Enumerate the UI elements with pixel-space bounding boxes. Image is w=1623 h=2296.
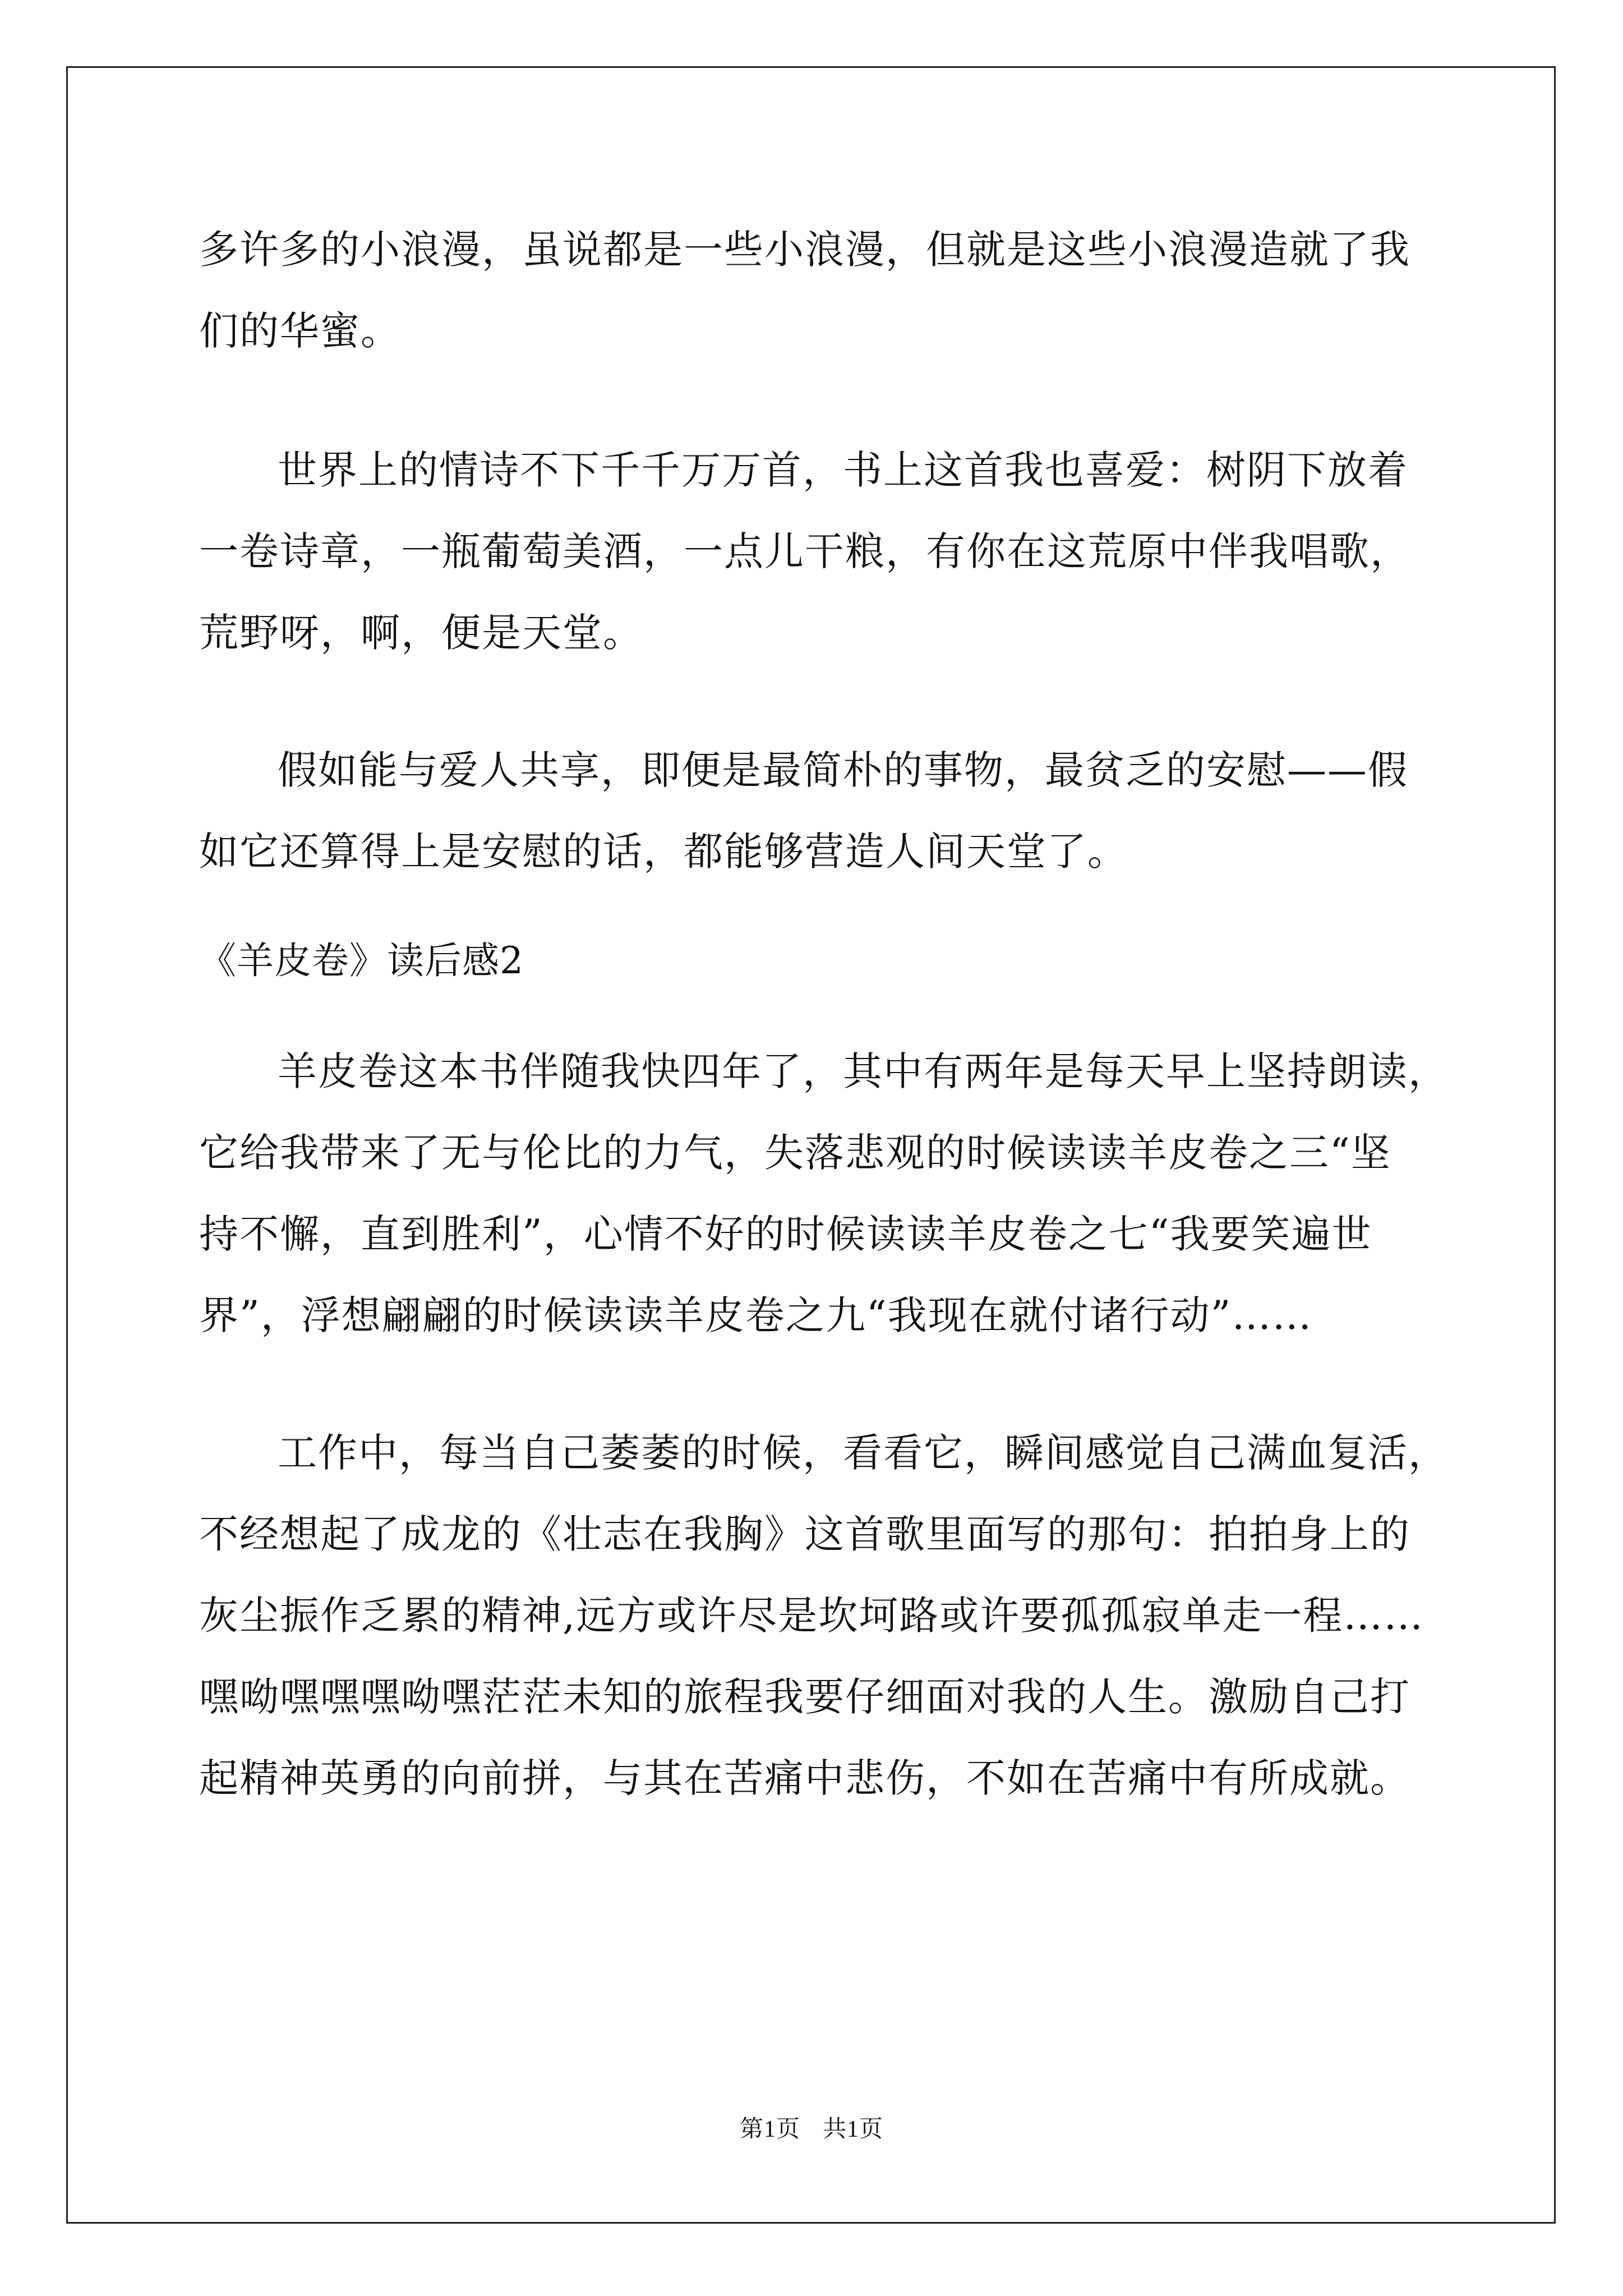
paragraph-line: 嘿呦嘿嘿嘿呦嘿茫茫未知的旅程我要仔细面对我的人生。激励自己打 [199, 1674, 1410, 1720]
paragraph-line: 起精神英勇的向前拼，与其在苦痛中悲伤，不如在苦痛中有所成就。 [199, 1755, 1410, 1801]
paragraph-line: 界”，浮想翩翩的时候读读羊皮卷之九“我现在就付诸行动”…… [199, 1292, 1313, 1338]
paragraph-line: 们的华蜜。 [199, 308, 401, 354]
paragraph-line: 荒野呀，啊，便是天堂。 [199, 610, 643, 656]
paragraph-line: 工作中，每当自己萎萎的时候，看看它，瞬间感觉自己满血复活， [278, 1430, 1449, 1476]
paragraph-line: 羊皮卷这本书伴随我快四年了，其中有两年是每天早上坚持朗读， [278, 1048, 1449, 1094]
page-footer [0, 2110, 1623, 2144]
paragraph-line: 持不懈，直到胜利”，心情不好的时候读读羊皮卷之七“我要笑遍世 [199, 1211, 1372, 1257]
paragraph-line: 不经想起了成龙的《壮志在我胸》这首歌里面写的那句：拍拍身上的 [199, 1511, 1410, 1557]
paragraph-line: 假如能与爱人共享，即便是最简朴的事物，最贫乏的安慰——假 [278, 747, 1408, 793]
paragraph-line: 一卷诗章，一瓶葡萄美酒，一点儿干粮，有你在这荒原中伴我唱歌， [199, 528, 1410, 574]
paragraph-line: 多许多的小浪漫，虽说都是一些小浪漫，但就是这些小浪漫造就了我 [199, 227, 1410, 273]
page-number: 第1页 [739, 2116, 800, 2142]
paragraph-line: 它给我带来了无与伦比的力气，失落悲观的时候读读羊皮卷之三“坚 [199, 1130, 1391, 1176]
paragraph-line: 如它还算得上是安慰的话，都能够营造人间天堂了。 [199, 829, 1128, 875]
section-heading: 《羊皮卷》读后感2 [199, 939, 524, 982]
page-total: 共1页 [823, 2116, 884, 2142]
paragraph-line: 灰尘振作乏累的精神,远方或许尽是坎坷路或许要孤孤寂单走一程…… [199, 1593, 1424, 1639]
paragraph-line: 世界上的情诗不下千千万万首，书上这首我也喜爱：树阴下放着 [278, 447, 1408, 493]
